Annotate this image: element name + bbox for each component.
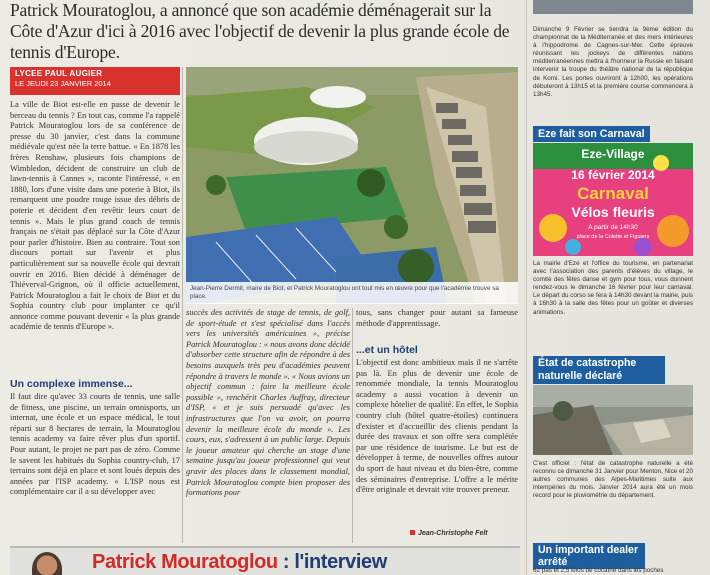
carnaval-poster <box>533 143 693 256</box>
aerial-photo <box>186 67 518 303</box>
source-label-box <box>10 67 180 95</box>
poster-line-2: 16 février 2014 <box>571 168 655 182</box>
sidebar-top-bar <box>533 0 693 14</box>
sidebar-text-dealer: 62 pas et 2,5 kilos de cocaïne dans les poches <box>533 567 664 574</box>
author-signature <box>410 530 488 537</box>
interview-name: Patrick Mouratoglou <box>92 551 278 573</box>
column-divider <box>352 308 353 543</box>
article-column-1b <box>10 392 180 542</box>
poster-line-6: place de la Colette et Figuiers <box>576 234 650 240</box>
date-label: LE JEUDI 23 JANVIER 2014 <box>15 79 111 88</box>
sidebar-text-hippodrome: Dimanche 9 Février se tiendra la 9ème édition du championnat de la Méditerranée et des mers intérieures à l'hippodrome de Cagnes-sur-Mer. Cette épreuve réunissant les jockeys de différentes nations méditerranéennes mettra à l'honneur la Russie en faisant intervenir la troupe du théâtre national de la république de Komi. Les portes ouvriront à 12h00, les opérations débuteront à 13h15 et la première course commencera à 13h45. <box>533 26 693 98</box>
carnaval-poster-image <box>533 143 693 256</box>
paragraph: Il faut dire qu'avec 33 courts de tennis, une salle de fitness, une piscine, un terrain omnisports, un internat, une école et un espace médical, le tout réparti sur 8 hectares de terrain, la Mouratoglou tennis academy va faire rêver plus d'un sportif. Pour autant, le projet ne part pas de zéro. Comme le savent les habitués du Sophia country-club, 17 terrains sont déjà en place et sont loués depuis des années par l'ISP academy. « L'ISP nous est complémentaire car il a su développer avec <box>10 392 180 497</box>
sidebar-heading-catastrophe: État de catastrophe naturelle déclaré <box>533 356 665 384</box>
poster-line-1: Eze-Village <box>581 147 645 161</box>
flood-photo-image <box>533 385 693 455</box>
sidebar-text-carnaval: La mairie d'Eze et l'office du tourisme, en partenariat avec l'association des parents d'élèves du village, le comité des fêtes danse et gym pour tous, vous donnent rendez-vous le dimanche 16 février pour leur carnaval. Le départ du corso se fera à 14h30 devant la mairie, puis à 16h30 à la salle des fêtes pour un goûter et diverses animations. <box>533 260 693 316</box>
photo-caption: Jean-Pierre Dermit, maire de Biot, et Patrick Mouratoglou ont tout mis en œuvre pour que l'académie trouve sa place. <box>186 282 518 304</box>
paragraph: tous, sans changer pour autant sa fameuse méthode d'apprentissage. <box>356 308 518 328</box>
article-column-2 <box>186 308 350 543</box>
paragraph: succès des activités de stage de tennis, de golf, de sport-étude et s'est spécialisé dans l'accès vers les universités américaines », précise Patrick Mouratoglou : « nous avons donc décidé d'absorber cette structure afin de répondre à des besoins auxquels très peu d'académies peuvent répondre à travers le monde ». « Nous avions un objectif commun : faire la meilleure école possible », renchérit Charles Auffray, directeur d'ISP, « et je suis persuadé qu'avec les infrastructures que l'on va avoir, on pourra devenir la meilleure école du monde ». Les cours, eux, s'adressent à un public large. Depuis le joueur amateur qui cherche un stage d'une semaine jusqu'au joueur professionnel qui veut gravir des places dans le classement mondial, Patrick Mouratoglou compte bien proposer des formations pour <box>186 308 350 498</box>
interview-title <box>92 551 387 574</box>
article-headline: Patrick Mouratoglou, a annoncé que son académie déménagerait sur la Côte d'Azur d'ici à 2016 avec l'objectif de devenir la plus grande école de tennis d'Europe. <box>10 0 510 62</box>
sidebar-text-catastrophe: C'est officiel : l'état de catastrophe naturelle a été reconnu ce dimanche 31 Janvier pour Menton, Nice et 20 autres communes des Alpes-Maritimes suite aux intempéries du mois. Janvier 2014 aura été un mois record pour le pluviométrie du département. <box>533 460 693 500</box>
poster-line-5: A partir de 14h30 <box>588 224 638 231</box>
flood-photo <box>533 385 693 455</box>
paragraph: L'objectif est donc ambitieux mais il ne s'arrête pas là. En plus de devenir une école de renommée mondiale, la tennis Mouratoglou academy a aussi vocation à devenir un complexe hôtelier de qualité. En effet, le Sophia country club (hôtel quatre-étoiles) continuera d'exister et d'accueillir des clients pendant la durée des travaux et son offre sera complétée par une résidence de tourisme. Le but est de développer à terme, de nouvelles offres autour du sport de haut niveau et du bien-être, comme des séminaires d'entreprise. L'offre a le mérite d'être originale et devrait vite trouver preneur. <box>356 358 518 495</box>
sidebar-heading-dealer: Un important dealer arrêté <box>533 543 645 569</box>
sidebar-divider <box>526 0 527 575</box>
column-divider <box>182 67 183 543</box>
sidebar-heading-carnaval: Eze fait son Carnaval <box>533 126 650 142</box>
aerial-photo-image <box>186 67 518 303</box>
poster-line-4: Vélos fleuris <box>571 204 655 220</box>
paragraph: La ville de Biot est-elle en passe de devenir le berceau du tennis ? En tout cas, comme l'a rappelé Patrick Mouratoglou lors de sa conférence de presse du 30 janvier, c'est dans la commune médiévale qu'est née la terre battue. « En 1878 les frères Renshaw, plusieurs fois champions de Wimbledon, décident de construire un club de lawn-tennis à Cannes », raconte l'intéressé, « en 1880, lors d'une visite dans une poterie à Biot, ils remarquent une poudre rouge issue des débris de poterie et décident d'en revêtir leurs court de tennis ». Mais le plus grand coach de tennis français ne s'était pas déplacé sur la Côte d'Azur pour parler d'histoire. Bien au contraire. Tout son discours portait sur l'avenir et plus particulièrement sur sa nouvelle école qui devrait ouvrir en 2016. Bien décidé à déménager de Thiéverval-Grignon, où il officie actuellement, Patrick Mouratoglou a fait le choix de Biot et du Sophia country club pour implanter ce qu'il annonce comme pouvant devenir « la plus grande académie de tennis d'Europe ». <box>10 100 180 332</box>
poster-line-3: Carnaval <box>577 184 649 203</box>
source-label: LYCEE PAUL AUGIER <box>15 69 103 78</box>
interview-banner <box>10 546 520 575</box>
article-column-3b <box>356 358 518 534</box>
subhead-complexe: Un complexe immense... <box>10 378 133 390</box>
subhead-hotel: ...et un hôtel <box>356 344 418 356</box>
interview-rest: : l'interview <box>277 551 387 573</box>
signature-square-icon <box>410 530 415 535</box>
article-column-1 <box>10 100 180 368</box>
article-column-3a <box>356 308 518 340</box>
author-name: Jean-Christophe Felt <box>418 530 488 537</box>
avatar <box>32 552 62 575</box>
